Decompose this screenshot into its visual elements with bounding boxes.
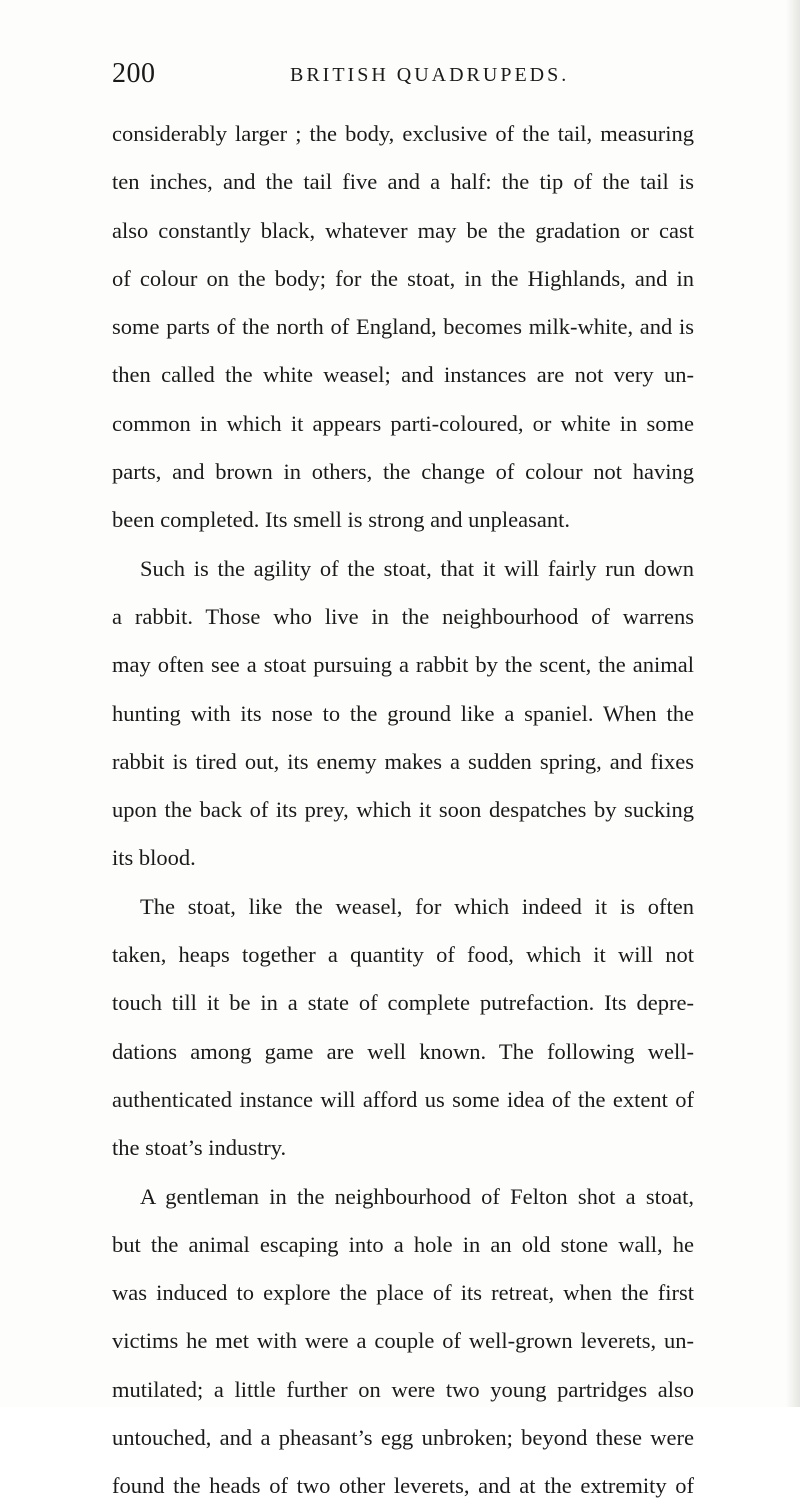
text-line: also constantly black, whatever may be the gradation or cast (112, 217, 694, 243)
text-line: of colour on the body; for the stoat, in the Highlands, and in (112, 265, 694, 291)
text-line: upon the back of its prey, which it soon despatches by sucking (112, 797, 694, 823)
text-line: considerably larger ; the body, exclusive of the tail, measuring (112, 121, 694, 146)
text-line: but the animal escaping into a hole in an old stone wall, he (112, 1231, 694, 1257)
text-line: authenticated instance will afford us some idea of the extent of (112, 1086, 694, 1112)
text-line: may often see a stoat pursuing a rabbit by the scent, the animal (112, 652, 694, 678)
text-line: common in which it appears parti-coloured, or white in some (112, 410, 694, 436)
text-line: rabbit is tired out, its enemy makes a sudden spring, and fixes (112, 748, 694, 774)
page-number: 200 (112, 58, 156, 89)
text-line: untouched, and a pheasant’s egg unbroken; beyond these were (112, 1425, 694, 1451)
text-line: some parts of the north of England, becomes milk-white, and is (112, 314, 694, 340)
text-line: found the heads of two other leverets, and at the extremity of (112, 1473, 694, 1499)
page-edge-shadow (786, 0, 800, 1407)
text-line: its blood. (112, 845, 196, 871)
body-text (112, 110, 694, 1511)
text-line: a rabbit. Those who live in the neighbourhood of warrens (112, 603, 694, 629)
text-line: taken, heaps together a quantity of food, which it will not (112, 942, 694, 968)
running-head: BRITISH QUADRUPEDS. (290, 64, 570, 86)
text-line: parts, and brown in others, the change of colour not having (112, 459, 694, 485)
text-line: then called the white weasel; and instances are not very un- (112, 362, 694, 388)
text-line: the stoat’s industry. (112, 1135, 287, 1161)
page-header (112, 58, 692, 98)
text-line: Such is the agility of the stoat, that it will fairly run down (140, 555, 694, 581)
text-line: been completed. Its smell is strong and unpleasant. (112, 507, 571, 533)
text-line: mutilated; a little further on were two young partridges also (112, 1376, 694, 1402)
text-line: dations among game are well known. The following well- (112, 1038, 694, 1064)
text-line: touch till it be in a state of complete putrefaction. Its depre- (112, 990, 694, 1016)
text-line: hunting with its nose to the ground like a spaniel. When the (112, 700, 694, 726)
text-line: The stoat, like the weasel, for which indeed it is often (140, 893, 694, 919)
text-line: A gentleman in the neighbourhood of Felton shot a stoat, (140, 1183, 694, 1209)
text-line: victims he met with were a couple of well-grown leverets, un- (112, 1328, 694, 1354)
text-line: ten inches, and the tail five and a half: the tip of the tail is (112, 169, 694, 195)
text-line: was induced to explore the place of its retreat, when the first (112, 1280, 694, 1306)
